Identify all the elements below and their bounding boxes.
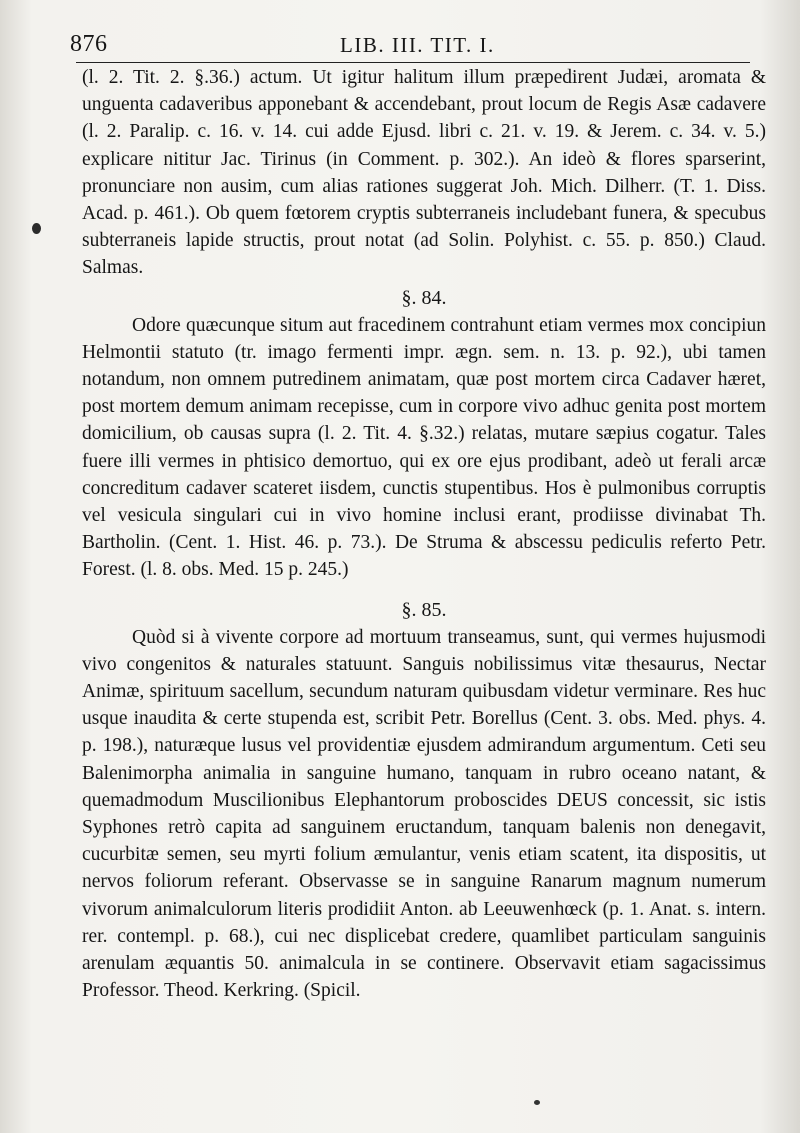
section-heading-84: §. 84. <box>401 286 447 309</box>
body-text <box>82 64 766 1005</box>
running-head: LIB. III. TIT. I. <box>340 33 495 57</box>
section-gap <box>82 584 766 594</box>
paragraph-section-84: Odore quæcunque situm aut fracedinem contrahunt etiam vermes mox concipiun Helmontii statuto (tr. imago fermenti impr. ægn. sem. n. 13. p. 92.), ubi tamen notandum, non omnem putredinem animatam, quæ post mortem circa Cadaver hæret, post mortem demum animam recepisse, cum in corpore vivo adhuc genita post mortem domicilium, ob causas supra (l. 2. Tit. 4. §.32.) relatas, mutare sæpius cogatur. Tales fuere illi vermes in phtisico demortuo, qui ex ore ejus prodibant, adeò ut ferali arcæ concreditum cadaver scateret iisdem, cunctis stupentibus. Hos è pulmonibus corruptis vel vesicula singulari cui in vivo homine inclusi erant, prodiisse divinabat Th. Bartholin. (Cent. 1. Hist. 46. p. 73.). De Struma & abscessu pediculis referto Petr. Forest. (l. 8. obs. Med. 15 p. 245.) <box>82 314 766 581</box>
paragraph-continuation: (l. 2. Tit. 2. §.36.) actum. Ut igitur halitum illum præpedirent Judæi, aromata & unguenta cadaveribus apponebant & accendebant, prout locum de Regis Asæ cadavere (l. 2. Paralip. c. 16. v. 14. cui adde Ejusd. libri c. 21. v. 19. & Jerem. c. 34. v. 5.) explicare nititur Jac. Tirinus (in Comment. p. 302.). An ideò & flores sparserint, pronunciare non ausim, cum alias rationes suggerat Joh. Mich. Dilherr. (T. 1. Diss. Acad. p. 461.). Ob quem fœtorem cryptis subterraneis includebant funera, & specubus subterraneis lapide structis, prout notat (ad Solin. Polyhist. c. 55. p. 850.) Claud. Salmas. <box>82 67 766 279</box>
page-number: 876 <box>70 31 108 57</box>
page-header <box>70 22 760 58</box>
paragraph-section-85: Quòd si à vivente corpore ad mortuum transeamus, sunt, qui vermes hujusmodi vivo congenitos & naturales statuunt. Sanguis nobilissimus vitæ thesaurus, Nectar Animæ, spirituum sacellum, secundum naturam quibusdam videtur verminare. Res huc usque inaudita & certe stupenda est, scribit Petr. Borellus (Cent. 3. obs. Med. phys. 4. p. 198.), naturæque lusus vel providentiæ ejusdem admirandum argumentum. Ceti seu Balenimorpha animalia in sanguine humano, tanquam in rubro oceano natant, & quemadmodum Muscilionibus Elephantorum proboscides DEUS concessit, sic istis Syphones retrò capita ad sanguinem eructandum, tanquam balenis non denegavit, cucurbitæ semen, seu myrti folium æmulantur, venis etiam scatent, ita dispositis, ut nervos foliorum referant. Observasse se in sanguine Ranarum magnum numerum vivorum animalculorum literis prodidiit Anton. ab Leeuwenhœck (p. 1. Anat. s. intern. rer. contempl. p. 68.), cui nec displicebat credere, quamlibet particulam sanguinis arenulam æquantis 50. animalcula in se continere. Observavit etiam sagacissimus Professor. Theod. Kerkring. (Spicil. <box>82 626 766 1002</box>
ink-speck <box>534 1100 540 1105</box>
header-rule <box>76 62 750 63</box>
section-heading-85: §. 85. <box>401 598 447 621</box>
ink-blot <box>32 223 41 234</box>
